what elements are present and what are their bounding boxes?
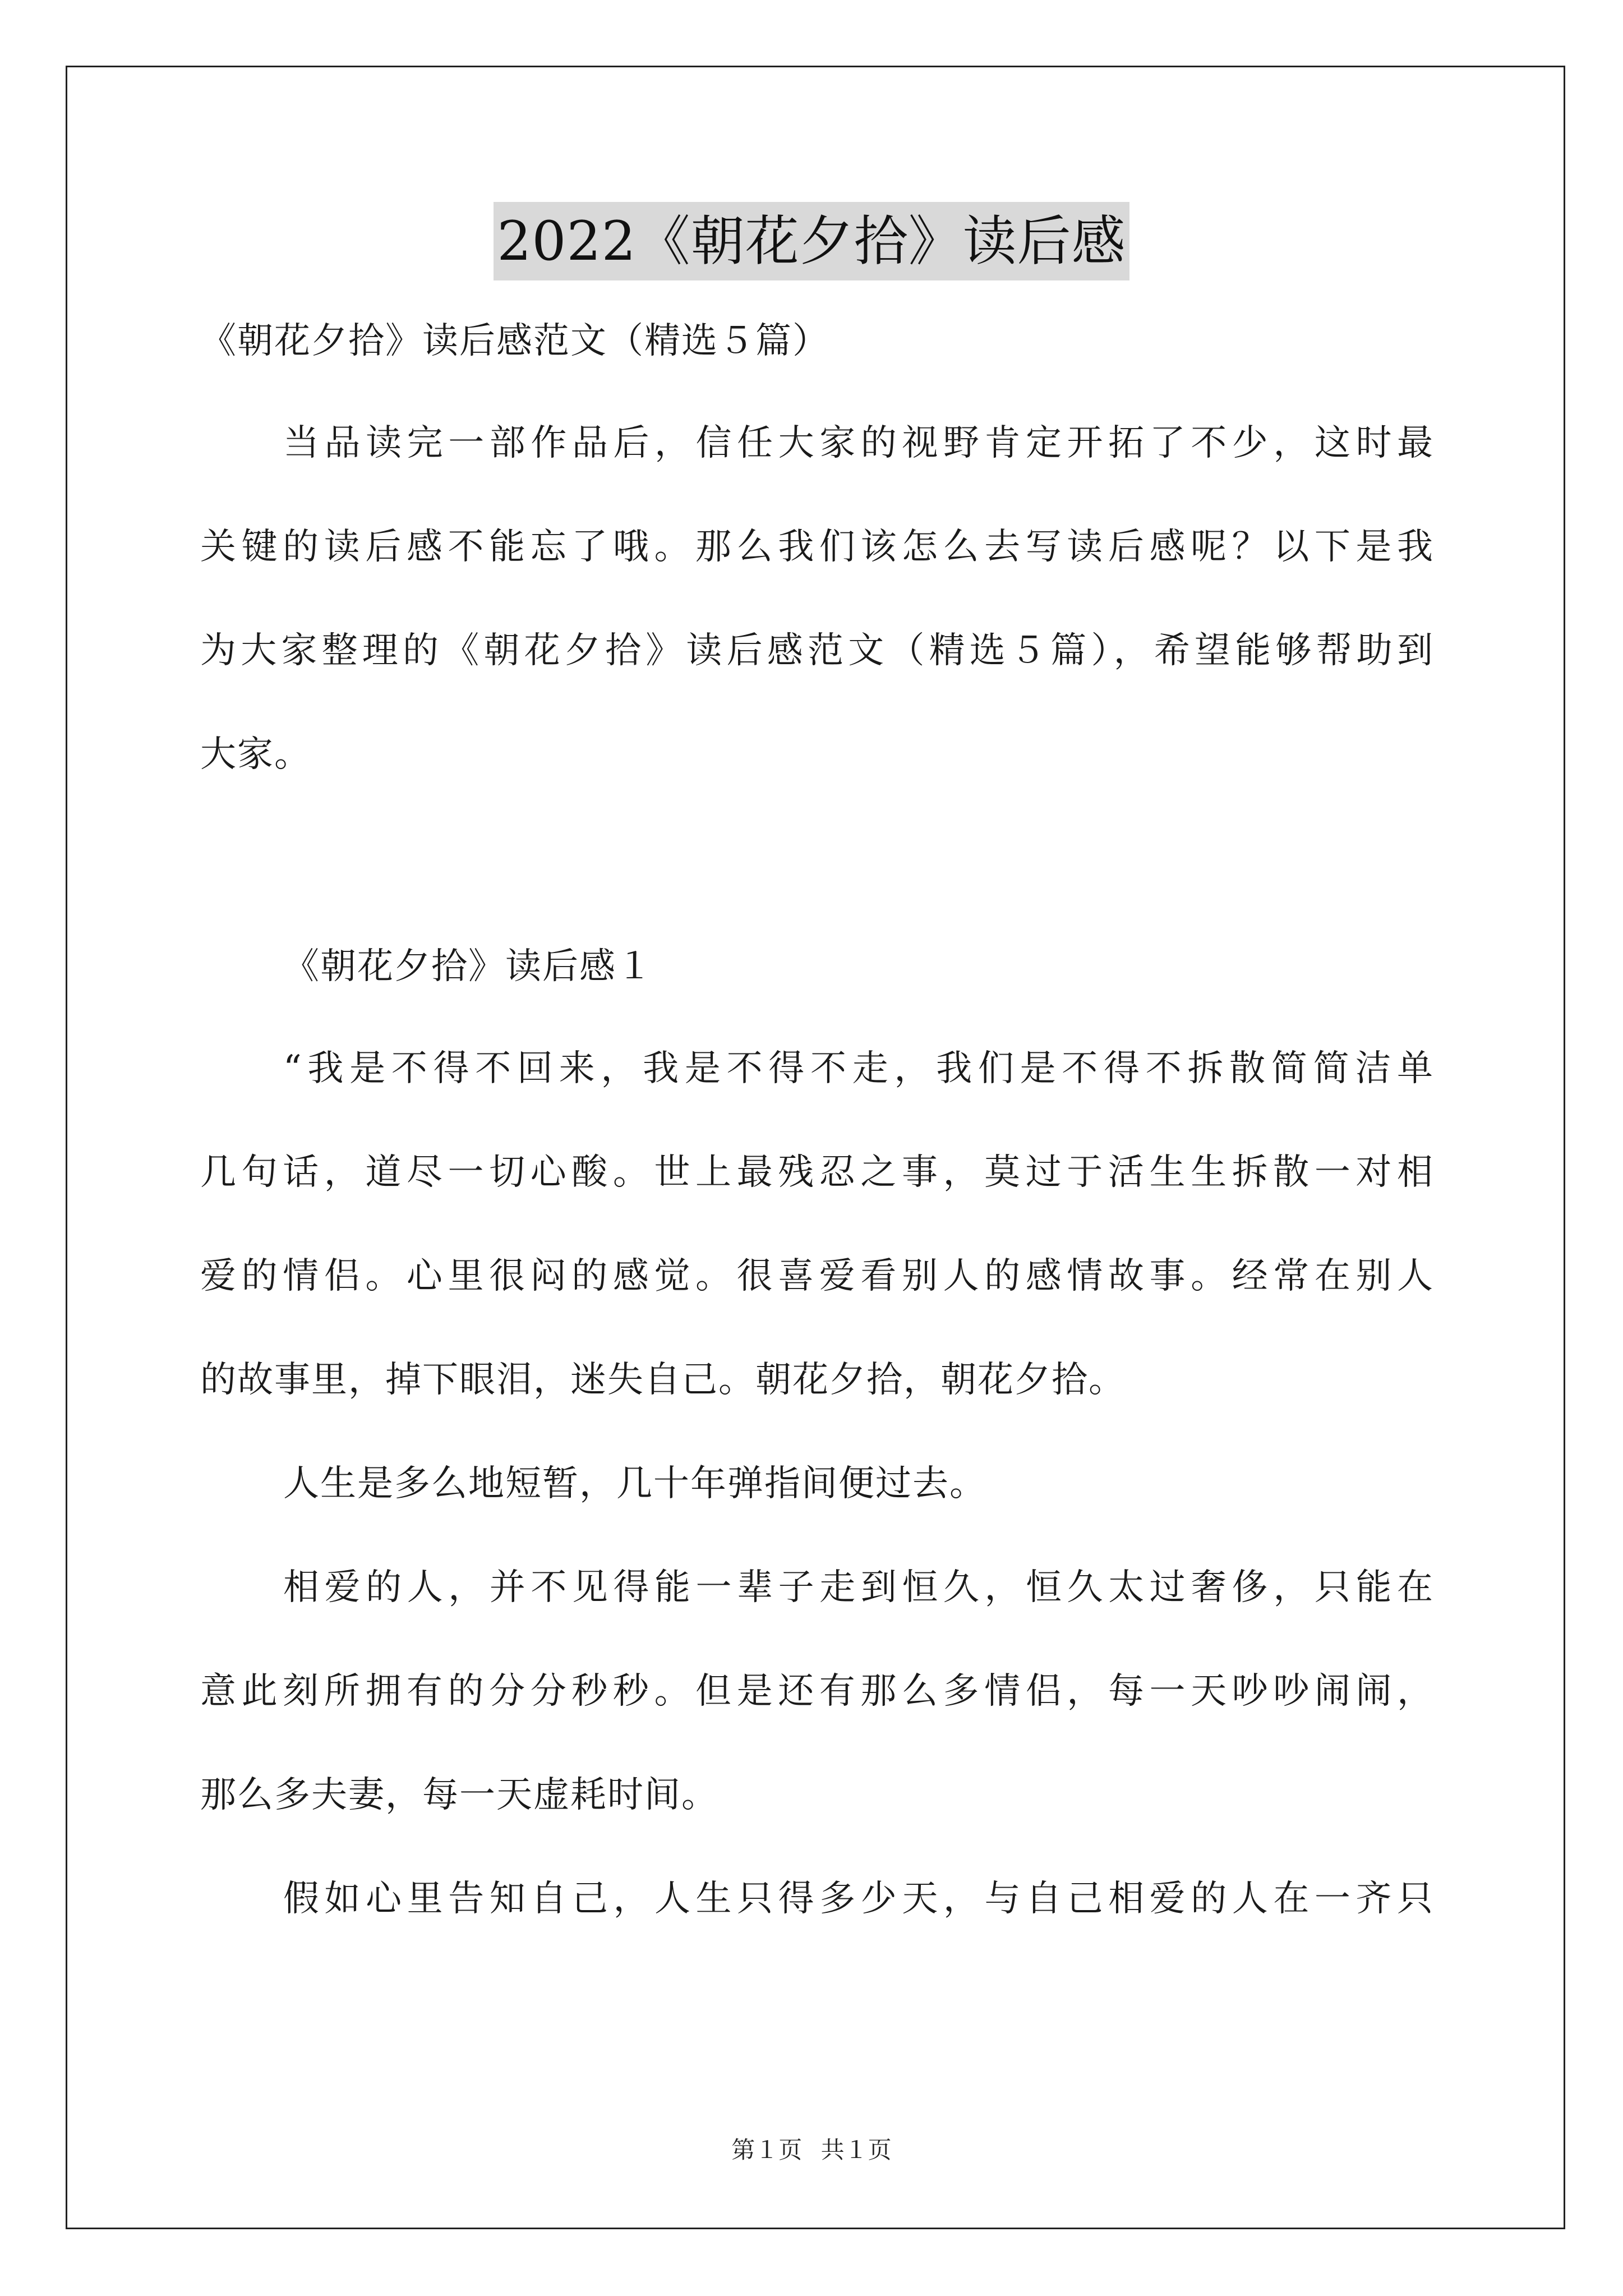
paragraph-line: 的故事里，掉下眼泪，迷失自己。朝花夕拾，朝花夕拾。 xyxy=(200,1359,1126,1401)
paragraph-4 xyxy=(200,1872,1434,1926)
page-number: 第１页 xyxy=(731,2136,803,2164)
paragraph-1 xyxy=(200,1042,1434,1407)
paragraph-line: 人生是多么地短暂，几十年弹指间便过去。 xyxy=(283,1463,986,1504)
document-body xyxy=(200,314,1434,1926)
page-footer xyxy=(0,2132,1623,2165)
paragraph-line: “我是不得不回来，我是不得不走，我们是不得不拆散简简洁单 xyxy=(283,1048,1434,1089)
paragraph-line: 假如心里告知自己，人生只得多少天，与自己相爱的人在一齐只 xyxy=(283,1878,1434,1920)
paragraph-2 xyxy=(200,1457,1434,1511)
paragraph-line: 相爱的人，并不见得能一辈子走到恒久，恒久太过奢侈，只能在 xyxy=(283,1567,1434,1608)
paragraph-line: 意此刻所拥有的分分秒秒。但是还有那么多情侣，每一天吵吵闹闹， xyxy=(200,1671,1434,1712)
intro-line: 为大家整理的《朝花夕拾》读后感范文（精选５篇），希望能够帮助到 xyxy=(200,630,1434,671)
intro-line: 当品读完一部作品后，信任大家的视野肯定开拓了不少，这时最 xyxy=(283,422,1434,464)
intro-paragraph xyxy=(200,416,1434,781)
paragraph-3 xyxy=(200,1561,1434,1822)
document-title: 2022《朝花夕拾》读后感 xyxy=(494,202,1129,280)
section-heading-1: 《朝花夕拾》读后感１ xyxy=(283,946,653,987)
document-subtitle: 《朝花夕拾》读后感范文（精选５篇） xyxy=(200,320,829,362)
intro-line: 关键的读后感不能忘了哦。那么我们该怎么去写读后感呢？以下是我 xyxy=(200,526,1434,568)
paragraph-line: 那么多夫妻，每一天虚耗时间。 xyxy=(200,1774,718,1816)
intro-line: 大家。 xyxy=(200,734,311,775)
title-wrap xyxy=(0,202,1623,280)
paragraph-line: 几句话，道尽一切心酸。世上最残忍之事，莫过于活生生拆散一对相 xyxy=(200,1152,1434,1193)
paragraph-line: 爱的情侣。心里很闷的感觉。很喜爱看别人的感情故事。经常在别人 xyxy=(200,1255,1434,1297)
page-total: 共１页 xyxy=(820,2136,892,2164)
